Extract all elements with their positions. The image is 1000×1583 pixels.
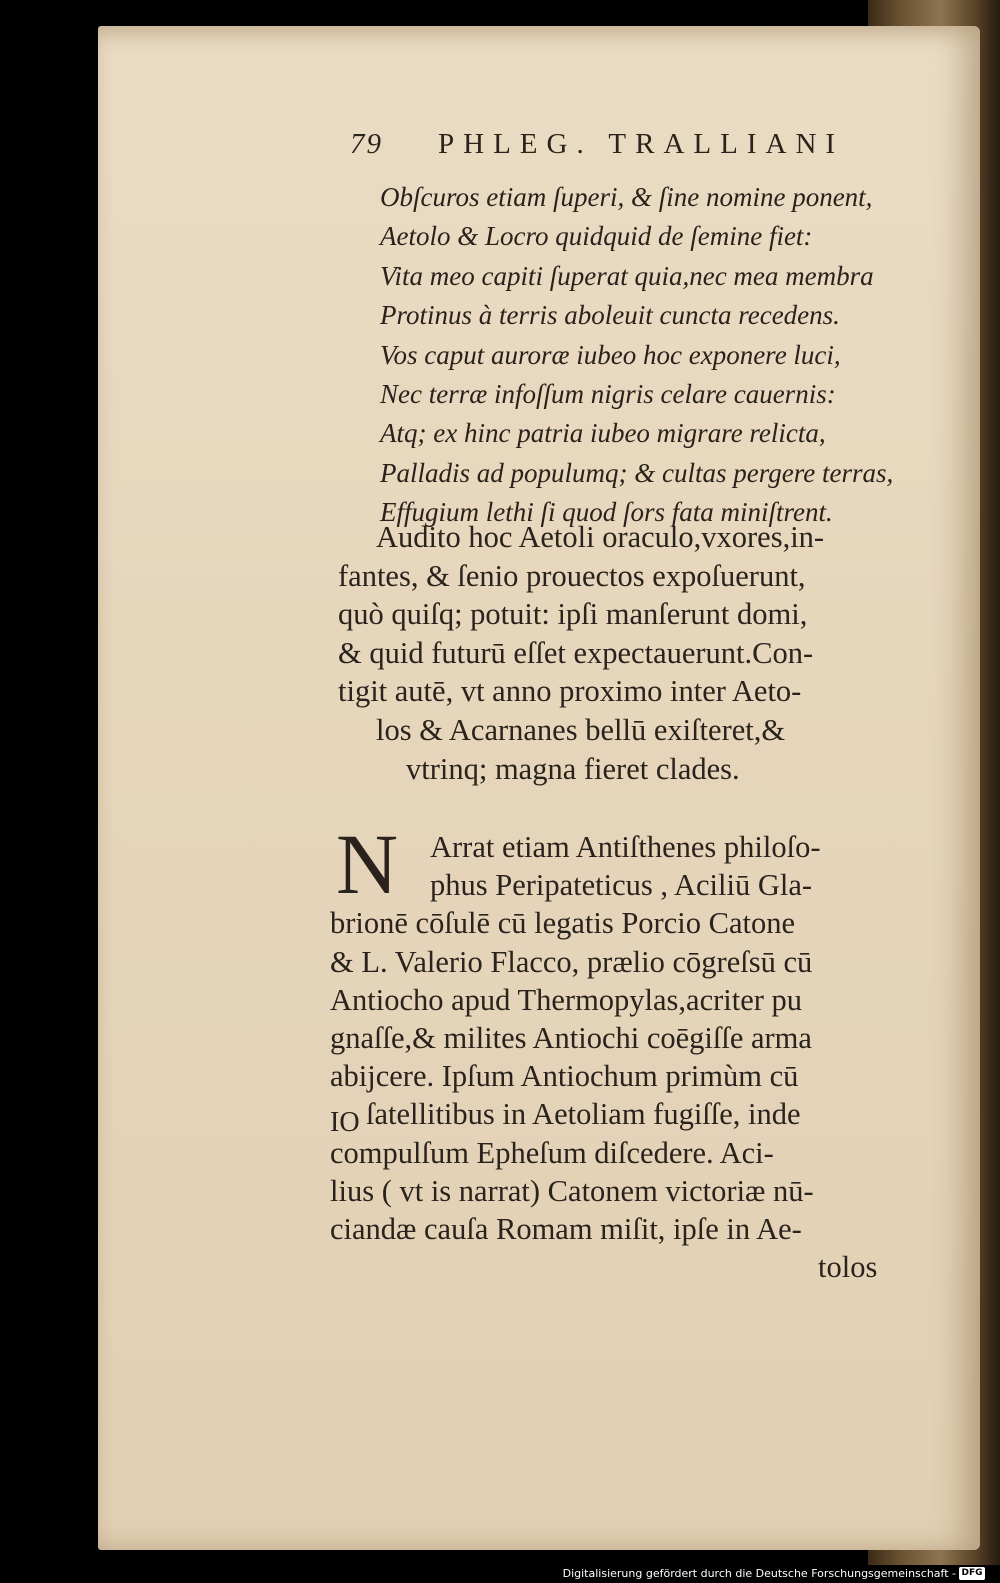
verse-line: Effugium lethi ſi quod ſors fata miniſtrent. (380, 497, 833, 528)
text-line: ſatellitibus in Aetoliam fugiſſe, inde (366, 1097, 801, 1132)
drop-cap: N (336, 816, 399, 912)
text-line: tigit autē, vt anno proximo inter Aeto- (338, 674, 802, 709)
dfg-logo: DFG (959, 1567, 985, 1580)
verse-line: Vos caput auroræ iubeo hoc exponere luci, (380, 339, 841, 370)
text-line: ciandæ cauſa Romam miſit, ipſe in Ae- (330, 1211, 802, 1246)
text-line: & L. Valerio Flacco, prælio cōgreſsū cū (330, 944, 813, 979)
text-line: gnaſſe,& milites Antiochi coēgiſſe arma (330, 1020, 812, 1055)
verse-line: Nec terræ infoſſum nigris celare cauernis: (380, 378, 836, 409)
folio-number: 79 (350, 128, 383, 160)
page-header (350, 128, 890, 168)
running-title: PHLEG. TRALLIANI (438, 128, 845, 160)
text-line: los & Acarnanes bellū exiſteret,& (376, 712, 786, 747)
catchword: tolos (818, 1250, 878, 1285)
text-line: vtrinq; magna fieret clades. (406, 751, 740, 786)
verse-line: Obſcuros etiam ſuperi, & ſine nomine ponent, (380, 182, 873, 212)
margin-numeral: IO (330, 1107, 360, 1138)
verse-line: Vita meo capiti ſuperat quia,nec mea membra (380, 260, 874, 291)
text-line: Audito hoc Aetoli oraculo,vxores,in- (376, 520, 825, 554)
text-line: & quid futurū eſſet expectauerunt.Con- (338, 635, 814, 670)
text-line: brionē cōſulē cū legatis Porcio Catone (330, 906, 795, 941)
paragraph-oracle (338, 518, 938, 788)
text-line: fantes, & ſenio prouectos expoſuerunt, (338, 558, 806, 593)
paragraph-antisthenes (330, 816, 930, 1286)
verse-line: Palladis ad populumq; & cultas pergere terras, (380, 457, 894, 488)
text-line: Antiocho apud Thermopylas,acriter pu (330, 982, 803, 1017)
text-line: Arrat etiam Antiſthenes philoſo- (430, 830, 821, 864)
digitization-credit: Digitalisierung gefördert durch die Deutsche Forschungsgemeinschaft - (562, 1567, 956, 1580)
verse-line: Aetolo & Locro quidquid de ſemine fiet: (380, 221, 813, 252)
verse-block (380, 178, 920, 533)
verse-line: Atq; ex hinc patria iubeo migrare relicta, (380, 418, 826, 449)
text-line: quò quiſq; potuit: ipſi manſerunt domi, (338, 597, 808, 632)
verse-line: Protinus à terris aboleuit cuncta recedens. (380, 300, 840, 331)
text-line: phus Peripateticus , Aciliū Gla- (430, 868, 813, 903)
text-line: lius ( vt is narrat) Catonem victoriæ nū- (330, 1173, 814, 1208)
text-line: abijcere. Ipſum Antiochum primùm cū (330, 1059, 799, 1094)
text-line: compulſum Epheſum diſcedere. Aci- (330, 1135, 774, 1170)
